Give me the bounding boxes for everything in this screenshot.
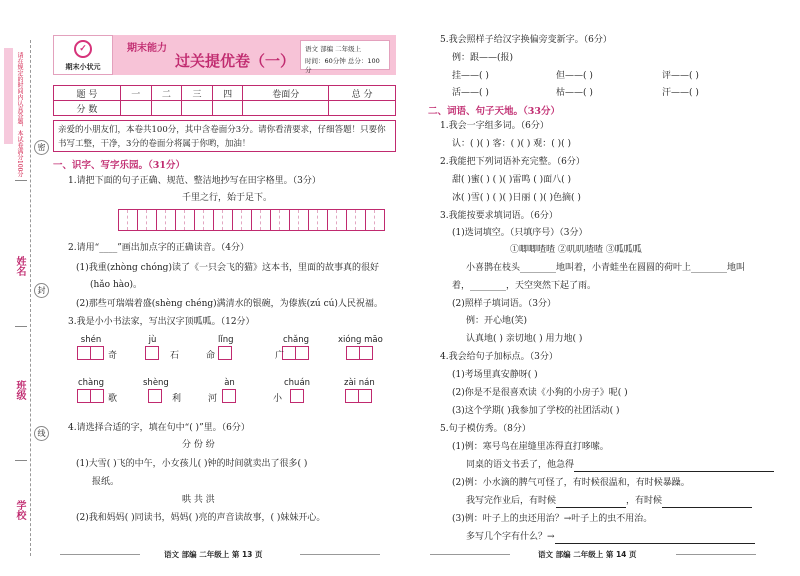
question-3: 3.我是小小书法家，写出汉字顶呱呱。（12分） [68, 317, 255, 327]
pinyin-box[interactable] [78, 335, 104, 360]
part-5-3: (3)例：叶子上的虫还用治？→叶子上的虫不用治。 [452, 514, 653, 524]
given-char: 小 [273, 394, 283, 404]
answer-line[interactable] [556, 495, 626, 508]
q5-item: 挂——( ) [452, 71, 489, 81]
class-line-top [15, 326, 27, 327]
exam-info-line2: 时间：60分钟 总分：100分 [305, 57, 380, 74]
part-3-example: 例：开心地(笑) [466, 316, 528, 326]
part-1-row: 认：( )( ) 客：( )( ) 观：( )( ) [452, 139, 572, 149]
pinyin-box[interactable] [223, 378, 236, 403]
cut-line [30, 40, 31, 556]
question-1: 1.请把下面的句子正确、规范、整洁地抄写在田字格里。（3分） [68, 176, 321, 186]
score-header-row [54, 86, 396, 101]
pinyin-text: shèng [143, 378, 169, 388]
part-3: 3.我能按要求填词语。（6分） [440, 211, 558, 221]
score-input[interactable] [182, 101, 213, 116]
score-cell: 分 数 [54, 101, 121, 116]
part-5: 5.句子模仿秀。（8分） [440, 424, 531, 434]
seal-circle-1: 密 [34, 140, 49, 155]
part-5-2c-text: ，有时候 [626, 496, 663, 506]
part-2-row2: 冰( )雪( ) ( )( )日丽 ( )( )色摘( ) [452, 193, 581, 203]
part-2-row1: 甜( )蜜( ) ( )( )雷鸣 ( )面八( ) [452, 175, 572, 185]
score-input[interactable] [243, 101, 329, 116]
part-3-2: (2)照样子填词语。（3分） [452, 299, 556, 309]
section-2-title: 二、词语、句子天地。（33分） [428, 106, 560, 117]
score-cell: 卷面分 [243, 86, 329, 101]
footer-rule-right-2 [676, 554, 756, 555]
section-1-title: 一、识字、写字乐园。（31分） [53, 160, 185, 171]
pinyin-box[interactable] [78, 378, 104, 403]
question-2: 2.请用“____”画出加点字的正确读音。（4分） [68, 243, 250, 253]
pinyin-box[interactable] [143, 378, 169, 403]
given-char: 利 [172, 394, 182, 404]
score-cell: 题 号 [54, 86, 121, 101]
part-4-2: (2)你是不是很喜欢读《小狗的小房子》呢( ) [452, 388, 628, 398]
pinyin-box[interactable] [344, 378, 375, 403]
part-5-2: (2)例：小水滴的脾气可怪了，有时候很温和，有时候暴躁。 [452, 478, 690, 488]
score-cell: 二 [151, 86, 182, 101]
q5-item: 评——( ) [662, 71, 699, 81]
label-school: 学校 [14, 500, 25, 520]
exam-info-line1: 语文 部编 二年级上 [305, 45, 362, 53]
part-5-1b-text: 同桌的语文书丢了，他急得 [466, 460, 575, 470]
logo-icon: ✓ [74, 40, 92, 58]
page-title: 过关提优卷（一） [175, 52, 296, 70]
part-1: 1.我会一字组多词。（6分） [440, 121, 549, 131]
part-3-sentence-1: 小喜鹊在枝头________地叫着，小青蛙坐在圆圆的荷叶上________地叫 [466, 263, 746, 273]
score-input[interactable] [151, 101, 182, 116]
choice-chars-2: 哄 共 洪 [182, 495, 215, 505]
footer-rule-right [430, 554, 510, 555]
part-3-words: 认真地( ) 亲切地( ) 用力地( ) [466, 334, 583, 344]
pinyin-text: chuán [284, 378, 311, 388]
seal-circle-2: 封 [34, 283, 49, 298]
exam-info [300, 40, 390, 74]
score-cell: 总 分 [329, 86, 396, 101]
question-5: 5.我会照样子给汉字换偏旁变新字。（6分） [440, 35, 612, 45]
score-input[interactable] [212, 101, 243, 116]
label-name: 姓名 [14, 256, 25, 276]
writing-grid[interactable] [119, 209, 385, 231]
footer-rule-left [60, 554, 140, 555]
q5-item: 汗——( ) [662, 88, 699, 98]
q5-item: 活——( ) [452, 88, 489, 98]
binding-strip [0, 0, 46, 576]
pinyin-box[interactable] [146, 335, 159, 360]
answer-line[interactable] [555, 531, 755, 544]
pinyin-text: zài nán [344, 378, 375, 388]
question-2-1b: (hǎo hào)。 [90, 280, 143, 290]
intro-box: 亲爱的小朋友们，本卷共100分，其中含卷面分3分。请你看清要求，仔细答题！只要你书写工整，干净，3分的卷面分将属于你哟，加油！ [53, 120, 396, 152]
label-class: 班级 [14, 380, 25, 400]
question-4-2: (2)我和妈妈( )同读书，妈妈( )亮的声音读故事，( )妹妹开心。 [76, 513, 326, 523]
question-4-1b: 报纸。 [92, 477, 120, 487]
part-4-3: (3)这个学期( )我参加了学校的社团活动( ) [452, 406, 620, 416]
score-cell: 三 [182, 86, 213, 101]
pinyin-text: jù [148, 335, 157, 345]
score-cell: 一 [120, 86, 151, 101]
part-4-1: (1)考场里真安静呀( ) [452, 370, 538, 380]
pinyin-text: shén [80, 335, 102, 345]
header-banner [53, 35, 396, 75]
score-table [53, 85, 396, 116]
score-cell: 四 [212, 86, 243, 101]
part-5-2b-text: 我写完作业后，有时候 [466, 496, 557, 506]
footer-rule-left-2 [300, 554, 380, 555]
part-5-3b [466, 531, 755, 544]
q5-item: 但——( ) [556, 71, 593, 81]
question-2-2: (2)那些可瑞端着盛(shèng chéng)满清水的银碗，为傣族(zú cú)人民祝福。 [76, 299, 383, 309]
answer-line[interactable] [574, 459, 774, 472]
footer-left: 语文 部编 二年级上 第 13 页 [164, 550, 263, 559]
pinyin-text: lǐng [218, 335, 234, 345]
question-5-example: 例：跟——(报) [452, 53, 514, 63]
logo [53, 35, 113, 75]
pinyin-box[interactable] [338, 335, 383, 360]
part-5-3b-text: 多写几个字有什么？→ [466, 532, 555, 542]
given-char: 命 [206, 351, 216, 361]
footer-right: 语文 部编 二年级上 第 14 页 [538, 550, 637, 559]
part-4: 4.我会给句子加标点。（3分） [440, 352, 558, 362]
question-4: 4.请选择合适的字，填在句中“( )”里。（6分） [68, 423, 250, 433]
copy-sentence: 千里之行，始于足下。 [182, 193, 273, 203]
pinyin-box[interactable] [284, 378, 310, 403]
part-2: 2.我能把下列词语补充完整。（6分） [440, 157, 585, 167]
choice-chars-1: 分 份 纷 [182, 440, 215, 450]
school-line-top [15, 460, 27, 461]
header-category: 期末能力 [127, 43, 167, 54]
score-value-row [54, 101, 396, 116]
question-4-1: (1)大雪( )飞的中午，小女孩儿( )钟的时间就卖出了很多( ) [76, 459, 308, 469]
pinyin-text: xióng māo [338, 335, 383, 345]
strip-note: 请在规定的时间内认真答题，本试卷满分100分 [16, 52, 23, 178]
part-3-1: (1)选词填空。（只填序号）（3分） [452, 228, 588, 238]
question-2-1: (1)我重(zhòng chóng)读了《一只会飞的猫》这本书，里面的故事真的很好 [76, 263, 379, 273]
given-char: 歌 [108, 394, 118, 404]
answer-line[interactable] [662, 495, 752, 508]
given-char: 广 [275, 351, 285, 361]
given-char: 河 [208, 394, 218, 404]
pinyin-box[interactable] [283, 335, 309, 360]
given-char: 石 [170, 351, 180, 361]
part-5-2b [466, 495, 752, 508]
part-5-1b [466, 459, 774, 472]
pinyin-box[interactable] [218, 335, 234, 360]
q5-item: 枯——( ) [556, 88, 593, 98]
pinyin-text: chǎng [283, 335, 310, 345]
logo-name: 期末小状元 [65, 63, 101, 71]
name-line-top [15, 180, 27, 181]
strip-tab [4, 48, 13, 144]
part-3-options: ①唧唧喳喳 ②叽叽喳喳 ③呱呱呱 [510, 245, 642, 255]
part-5-1: (1)例：寒号鸟在崖缝里冻得直打哆嗦。 [452, 442, 609, 452]
part-3-sentence-2: 着，________，天空突然下起了雨。 [452, 281, 597, 291]
score-input[interactable] [329, 101, 396, 116]
pinyin-text: chàng [78, 378, 105, 388]
score-input[interactable] [120, 101, 151, 116]
given-char: 奇 [108, 351, 118, 361]
pinyin-text: àn [224, 378, 235, 388]
seal-circle-3: 线 [34, 426, 49, 441]
